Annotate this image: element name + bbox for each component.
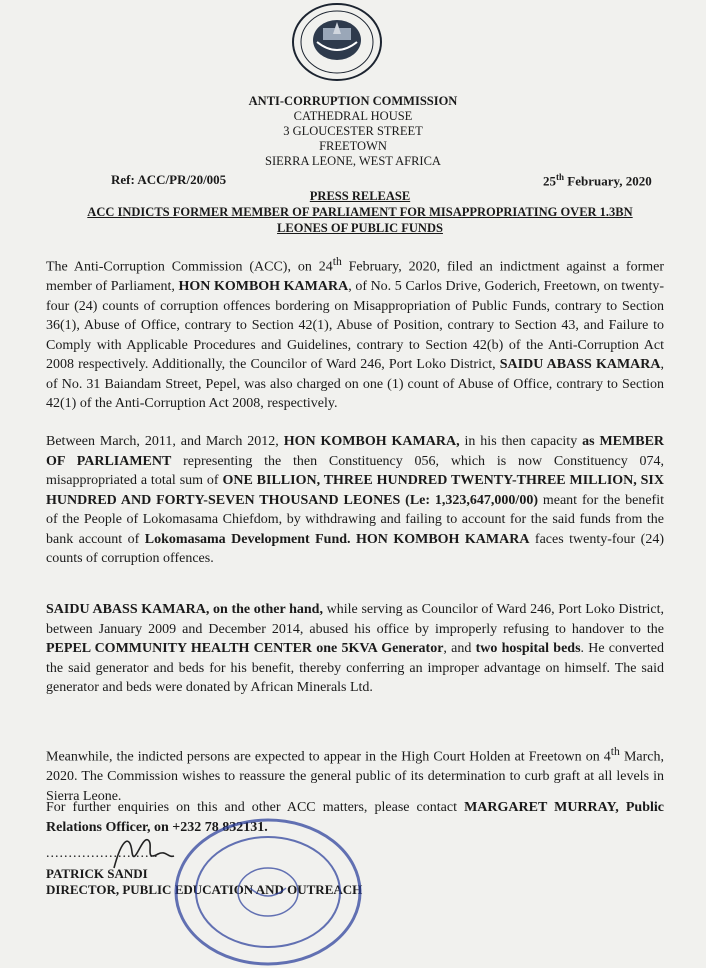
letterhead-org: ANTI-CORRUPTION COMMISSION	[248, 94, 458, 108]
acc-official-stamp	[168, 808, 368, 968]
title-block	[40, 188, 680, 236]
release-date: 25th February, 2020	[543, 172, 652, 189]
letterhead-line: FREETOWN	[319, 139, 387, 153]
paragraph-misappropriation: Between March, 2011, and March 2012, HON KOMBOH KAMARA, in his then capacity as MEMBER OF PARLIAMENT representing the then Constituency 056, which is now Constituency 074, misappropriated a total sum of ONE BILLION, THREE HUNDRED TWENTY-THREE MILLION, SIX HUNDRED AND FORTY-SEVEN THOUSAND LEONES (Le: 1,323,647,000/00) meant for the benefit of the People of Lokomasama Chiefdom, by withdrawing and failing to account for the said funds from the bank account of Lokomasama Development Fund. HON KOMBOH KAMARA faces twenty-four (24) counts of corruption offences.	[46, 434, 665, 566]
paragraph-court-date: Meanwhile, the indicted persons are expected to appear in the High Court Holden at Freetown on 4th March, 2020. The Commission wishes to reassure the general public of its determination to curb graft at all levels in Sierra Leone.	[46, 745, 664, 804]
signature-line: .........................	[46, 846, 159, 861]
letterhead-line: SIERRA LEONE, WEST AFRICA	[265, 154, 441, 168]
letterhead-line: CATHEDRAL HOUSE	[293, 109, 413, 123]
acc-logo	[287, 2, 387, 86]
paragraph-indictment: The Anti-Corruption Commission (ACC), on 24th February, 2020, filed an indictment against a former member of Parliament, HON KOMBOH KAMARA, of No. 5 Carlos Drive, Goderich, Freetown, on twenty-four (24) counts of corruption offences bordering on Misappropriation of Public Funds, contrary to Section 36(1), Abuse of Office, contrary to Section 42(1), Abuse of Position, contrary to Section 43, and Failure to Comply with Applicable Procedures and Guidelines, contrary to Section 42(b) of the Anti-Corruption Act 2008 respectively. Additionally, the Councilor of Ward 246, Port Loko District, SAIDU ABASS KAMARA, of No. 31 Baiandam Street, Pepel, was also charged on one (1) count of Abuse of Office, contrary to Section 42(1) of the Anti-Corruption Act 2008, respectively.	[46, 255, 665, 412]
reference-number: Ref: ACC/PR/20/005	[111, 172, 227, 187]
letterhead-line: 3 GLOUCESTER STREET	[283, 124, 423, 138]
headline-continued: LEONES OF PUBLIC FUNDS	[277, 221, 443, 235]
signatory-name: PATRICK SANDI	[46, 866, 148, 881]
paragraph-councilor: SAIDU ABASS KAMARA, on the other hand, while serving as Councilor of Ward 246, Port Loko District, between January 2009 and December 2014, abused his office by improperly refusing to handover to the PEPEL COMMUNITY HEALTH CENTER one 5KVA Generator, and two hospital beds. He converted the said generator and beds for his benefit, thereby conferring an improper advantage on himself. The said generator and beds were donated by African Minerals Ltd.	[46, 602, 665, 695]
letterhead	[0, 94, 706, 169]
paragraph-contact: For further enquiries on this and other ACC matters, please contact MARGARET MURRAY, Public Relations Officer, on +232 78 832131.	[46, 800, 665, 835]
headline: ACC INDICTS FORMER MEMBER OF PARLIAMENT FOR MISAPPROPRIATING OVER 1.3BN	[87, 205, 633, 219]
press-release-label: PRESS RELEASE	[309, 189, 411, 203]
signatory-title: DIRECTOR, PUBLIC EDUCATION AND OUTREACH	[46, 882, 363, 897]
